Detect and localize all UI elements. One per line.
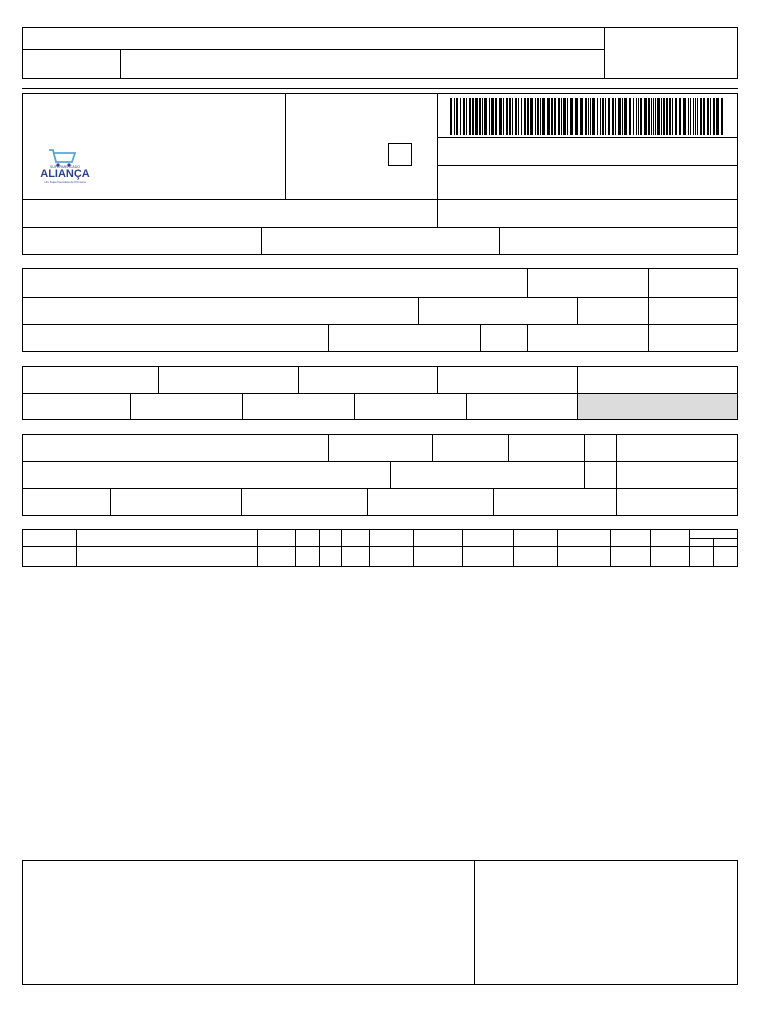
shopping-cart-icon — [49, 150, 75, 162]
barcode-icon — [450, 98, 724, 135]
recipient-r2-col-1 — [418, 297, 419, 324]
tax-r2-col-4 — [466, 393, 467, 420]
header-ie-col-1 — [261, 227, 262, 255]
logo-text: ALIANÇA — [40, 168, 90, 180]
transport-section — [22, 434, 738, 516]
company-logo — [40, 144, 90, 186]
products-col-9 — [513, 529, 514, 567]
transport-r1-col-2 — [432, 434, 433, 461]
recipient-r3-col-2 — [480, 324, 481, 352]
header-row-ie — [22, 227, 738, 228]
tax-r2-col-2 — [242, 393, 243, 420]
transport-r3-col-3 — [367, 488, 368, 516]
receipt-stub-divider — [22, 49, 605, 50]
header-key-row-1 — [437, 137, 738, 138]
header-col-emitter — [285, 93, 286, 199]
header-key-row-2 — [437, 165, 738, 166]
cut-line — [22, 88, 738, 89]
products-col-7 — [413, 529, 414, 567]
transport-r3-col-4 — [493, 488, 494, 516]
products-col-13 — [689, 529, 690, 567]
products-col-6 — [369, 529, 370, 567]
additional-info-divider — [474, 860, 475, 985]
products-col-11 — [610, 529, 611, 567]
products-col-5 — [341, 529, 342, 567]
tax-shaded-cell — [577, 394, 737, 419]
recipient-r3-col-1 — [328, 324, 329, 352]
header-row-nature — [22, 199, 738, 200]
products-col-14 — [713, 538, 714, 567]
tax-r1-col-1 — [158, 366, 159, 393]
products-col-8 — [462, 529, 463, 567]
tax-r2-col-1 — [130, 393, 131, 420]
transport-r3-col-1 — [110, 488, 111, 516]
products-col-2 — [257, 529, 258, 567]
products-col-3 — [295, 529, 296, 567]
header-ie-col-2 — [499, 227, 500, 255]
transport-row-1 — [22, 461, 738, 462]
recipient-r2-col-2 — [577, 297, 578, 324]
tax-r1-col-3 — [437, 366, 438, 393]
checkbox-empty-icon — [388, 143, 412, 166]
recipient-row-1 — [22, 297, 738, 298]
recipient-r1-col-2 — [648, 268, 649, 352]
products-col-4 — [319, 529, 320, 567]
tax-r2-col-3 — [354, 393, 355, 420]
products-table — [22, 529, 738, 567]
recipient-r3-col-3 — [527, 324, 528, 352]
transport-r3-col-2 — [241, 488, 242, 516]
receipt-stub — [22, 27, 738, 79]
recipient-section — [22, 268, 738, 352]
products-col-1 — [76, 529, 77, 567]
transport-r2-col-1 — [390, 461, 391, 488]
additional-info-section — [22, 860, 738, 985]
recipient-row-2 — [22, 324, 738, 325]
products-header-divider — [22, 546, 738, 547]
transport-row-2 — [22, 488, 738, 489]
receipt-stub-col-nfe — [604, 27, 605, 79]
tax-r1-col-2 — [298, 366, 299, 393]
logo-tagline: Um Supermercado de Primeira — [44, 180, 86, 184]
tax-r1-col-4 — [577, 366, 578, 420]
logo-subtitle: SUPERMERCADO — [50, 165, 80, 169]
recipient-r1-col-1 — [527, 268, 528, 297]
transport-r1-col-5 — [616, 434, 617, 516]
transport-r1-col-1 — [328, 434, 329, 461]
products-col-10 — [557, 529, 558, 567]
receipt-stub-col-date — [120, 49, 121, 79]
products-col-12 — [650, 529, 651, 567]
transport-r1-col-3 — [508, 434, 509, 461]
header-col-danfe — [437, 93, 438, 227]
transport-r1-col-4 — [584, 434, 585, 488]
